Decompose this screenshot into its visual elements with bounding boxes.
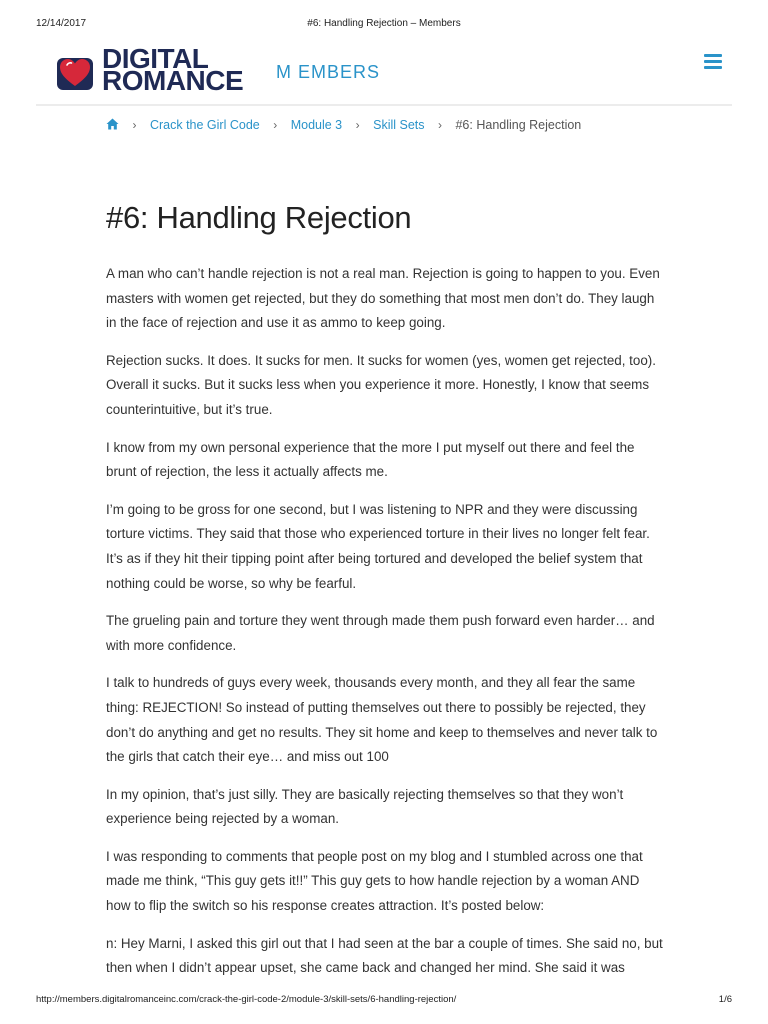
site-header: [36, 44, 732, 106]
article-body: [106, 262, 666, 994]
print-header: [36, 18, 732, 32]
chevron-right-icon: ›: [132, 118, 137, 132]
print-url: http://members.digitalromanceinc.com/crack-the-girl-code-2/module-3/skill-sets/6-handling-rejection/: [36, 994, 457, 1005]
breadcrumb-current: #6: Handling Rejection: [455, 118, 582, 132]
print-page-number: 1/6: [718, 994, 732, 1005]
print-page-title: #6: Handling Rejection – Members: [307, 18, 461, 29]
paragraph: I’m going to be gross for one second, but I was listening to NPR and they were discussing torture victims. They said that those who experienced torture in their lives no longer felt fear. It’s as if they hit their tipping point after being tortured and developed the belief system that nothing could be worse, so why be fearful.: [106, 501, 650, 591]
paragraph: In my opinion, that’s just silly. They are basically rejecting themselves so that they won’t experience being rejected by a woman.: [106, 786, 624, 827]
breadcrumb: [106, 118, 581, 133]
members-label: M EMBERS: [276, 62, 381, 82]
breadcrumb-item-crack-the-girl-code[interactable]: Crack the Girl Code: [149, 118, 260, 132]
paragraph: Rejection sucks. It does. It sucks for men. It sucks for women (yes, women get rejected, too). Overall it sucks. But it sucks less when you experience it more. Honestly, I know that seems counterintuitive, but it’s true.: [106, 352, 656, 417]
page-title: #6: Handling Rejection: [106, 200, 412, 235]
chevron-right-icon: ›: [355, 118, 360, 132]
logo-line-1: DIGITAL: [102, 43, 209, 74]
logo-text[interactable]: [102, 43, 244, 96]
breadcrumb-item-skill-sets[interactable]: Skill Sets: [373, 118, 425, 132]
paragraph: I talk to hundreds of guys every week, thousands every month, and they all fear the same thing: REJECTION! So instead of putting themselves out there to possibly be rejected, they don’t do anything and get no results. They sit home and keep to themselves and never talk to the girls that catch their eye… and miss out 100: [106, 675, 658, 765]
logo-line-2: ROMANCE: [102, 65, 244, 96]
logo-heart-icon[interactable]: [54, 52, 96, 94]
paragraph: The grueling pain and torture they went through made them push forward even harder… and with more confidence.: [106, 613, 655, 653]
paragraph: A man who can’t handle rejection is not a real man. Rejection is going to happen to you. Even masters with women get rejected, but they do something that most men don’t do. They laugh in the face of rejection and use it as ammo to keep going.: [106, 266, 660, 331]
paragraph: I was responding to comments that people post on my blog and I stumbled across one that made me think, “This guy gets it!!” This guy gets to how handle rejection by a woman AND how to flip the switch so his response creates attraction. It’s posted below:: [106, 848, 643, 914]
chevron-right-icon: ›: [273, 118, 278, 132]
print-date: 12/14/2017: [36, 18, 87, 29]
breadcrumb-item-module-3[interactable]: Module 3: [290, 118, 343, 132]
paragraph: I know from my own personal experience that the more I put myself out there and feel the brunt of rejection, the less it actually affects me.: [106, 439, 635, 480]
hamburger-menu-icon[interactable]: [704, 54, 722, 70]
breadcrumb-home-icon[interactable]: [106, 118, 119, 133]
chevron-right-icon: ›: [438, 118, 442, 132]
print-footer: [36, 994, 732, 1008]
paragraph: n: Hey Marni, I asked this girl out that I had seen at the bar a couple of times. She said no, but then when I didn’t appear upset, she came back and changed her mind. She said it was: [106, 935, 663, 976]
